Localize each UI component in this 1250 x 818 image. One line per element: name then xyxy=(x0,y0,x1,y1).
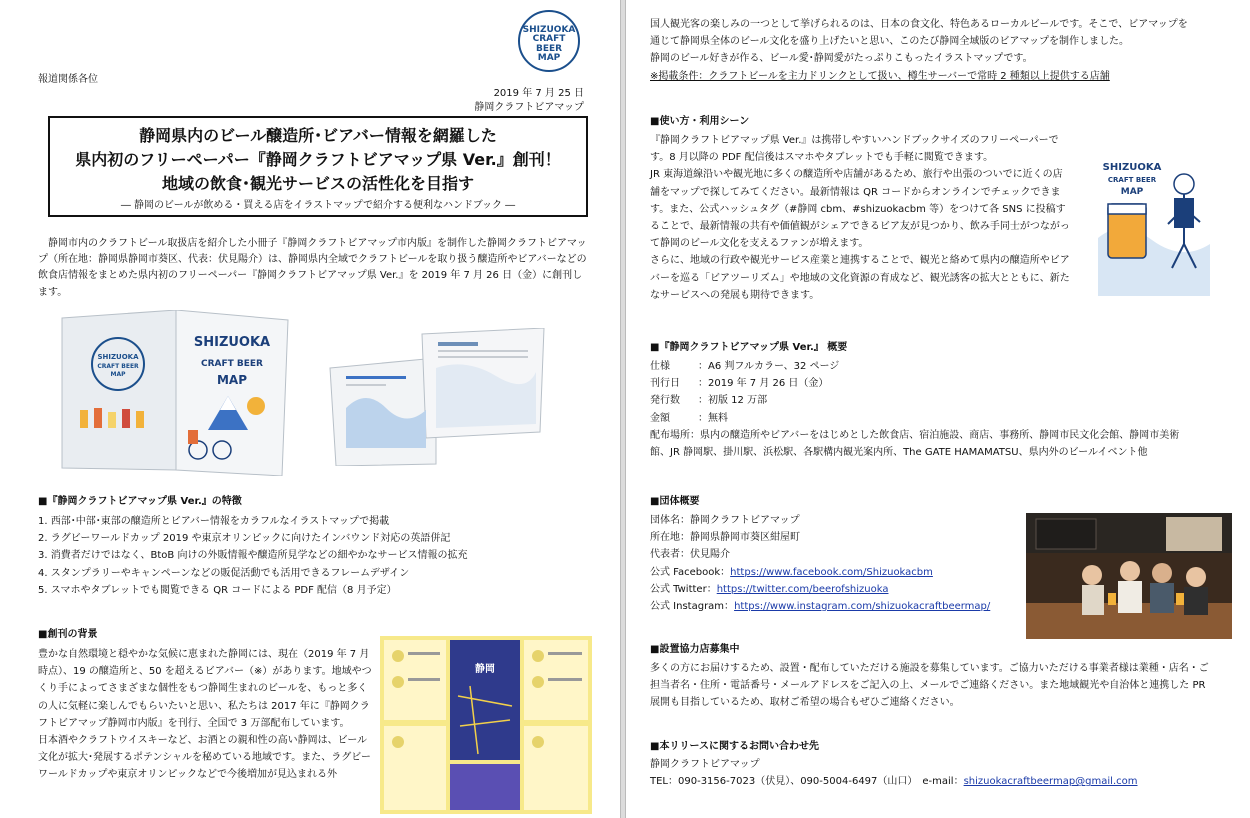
organization-heading: ■団体概要 xyxy=(650,496,700,507)
feature-item: 1. 西部･中部･東部の醸造所とビアバー情報をカラフルなイラストマップで掲載 xyxy=(38,516,390,527)
usage-paragraph-2: JR 東海道線沿いや観光地に多くの醸造所や店舗があるため、旅行や出張のついでに近くの店舗をマップで探してみてください。最新情報は QR コードからオンラインでチェックできます。また、公式ハッシュタグ（#静岡 cbm、#shizuokacbm 等）をつけて各 SNS に投稿することで、最新情報の共有や価値観がシェアできるビア友が見つかり、飲み手同士がつながって静岡のビール文化を支えるファンが増えます。 xyxy=(650,169,1070,250)
spec-row xyxy=(650,358,1190,375)
spec-row xyxy=(650,410,1190,427)
org-name: 団体名：静岡クラフトビアマップ xyxy=(650,515,800,526)
logo-text-line2: CRAFT BEER xyxy=(532,34,566,54)
twitter-label: 公式 Twitter： xyxy=(650,583,717,595)
contact-email-link[interactable]: shizuokacraftbeermap@gmail.com xyxy=(963,776,1138,788)
brochure-title-line2: CRAFT BEER xyxy=(200,359,264,369)
background-paragraph-2: 日本酒やクラフトウイスキーなど、お酒との親和性の高い静岡は、ビール文化が拡大･発展するポテンシャルを秘めている地域です。また、ラグビーワールドカップや東京オリンピックなどで今後増加が見込まれる外 xyxy=(38,734,371,781)
instagram-row xyxy=(650,598,1022,615)
map-pages-image xyxy=(380,636,592,814)
feature-item: 2. ラグビーワールドカップ 2019 や東京オリンピックに向けたインバウンド対応の英語併記 xyxy=(38,533,451,545)
organization-info xyxy=(650,512,1022,615)
headline-subtitle: ― 静岡のビールが飲める・買える店をイラストマップで紹介する便利なハンドブック ― xyxy=(120,200,516,211)
spec-row xyxy=(650,392,1190,409)
feature-item: 3. 消費者だけではなく、BtoB 向けの外販情報や醸造所見学などの細やかなサービス情報の拡充 xyxy=(38,550,468,562)
brochure-logo-line3: MAP xyxy=(110,371,126,378)
facebook-link[interactable]: https://www.facebook.com/Shizuokacbm xyxy=(730,566,933,578)
brochure-cover-image xyxy=(58,310,292,476)
continued-paragraph-1: 国人観光客の楽しみの一つとして挙げられるのは、日本の食文化、特色あるローカルビールです。そこで、ビアマップを通じて静岡県全体のビール文化を盛り上げたいと思い、このたび静岡全域版のビアマップを制作しました。 xyxy=(650,19,1188,48)
logo-text-line1: SHIZUOKA xyxy=(522,25,576,35)
illust-title-line3: MAP xyxy=(1120,187,1144,197)
contact-phone: TEL：090-3156-7023（伏見）、090-5004-6497（山口） e-mail： xyxy=(650,776,964,788)
facebook-row xyxy=(650,564,1022,581)
recruit-text: 多くの方にお届けするため、設置・配布していただける施設を募集しています。ご協力いただける事業者様は業種・店名・ご担当者名・住所・電話番号・メールアドレスをご記入の上、メールでご連絡ください。また地域観光や自治体と連携した PR 展開も目指しているため、取材ご希望の場合もぜひご連絡ください。 xyxy=(650,663,1209,709)
logo-text-line3: MAP xyxy=(537,53,561,64)
beer-map-illustration xyxy=(1092,148,1216,300)
contact-line xyxy=(650,773,1210,790)
usage-paragraph-3: さらに、地域の行政や観光サービス産業と連携することで、観光と絡めて県内の醸造所やビアバーを巡る「ビアツーリズム」や地域の文化資源の育成など、観光誘客の拡大とともに、新たなサービスへの発展も期待できます。 xyxy=(650,255,1070,301)
brochure-spread-image xyxy=(326,328,548,466)
brochure-logo-line1: SHIZUOKA xyxy=(97,353,139,361)
brochure-logo-line2: CRAFT BEER xyxy=(97,363,139,370)
release-date: 2019 年 7 月 25 日 xyxy=(493,88,584,99)
feature-item: 5. スマホやタブレットでも閲覧できる QR コードによる PDF 配信（8 月予定） xyxy=(38,584,397,596)
headline-line-2: 県内初のフリーペーパー『静岡クラフトビアマップ県 Ver.』創刊！ xyxy=(75,150,561,169)
press-release-page-1 xyxy=(0,0,620,818)
overview-heading: ■『静岡クラフトビアマップ県 Ver.』 概要 xyxy=(650,342,848,353)
listing-condition-note: ※掲載条件：クラフトビールを主力ドリンクとして扱い、樽生サーバーで常時 2 種類以上提供する店舗 xyxy=(650,70,1110,82)
facebook-label: 公式 Facebook： xyxy=(650,566,731,578)
org-location: 所在地：静岡県静岡市葵区紺屋町 xyxy=(650,532,800,544)
twitter-row xyxy=(650,581,1022,598)
issuing-organization: 静岡クラフトビアマップ xyxy=(474,102,584,113)
spec-label: 刊行日 xyxy=(650,378,680,390)
spec-row xyxy=(650,375,1190,392)
recruit-heading: ■設置協力店募集中 xyxy=(650,644,740,655)
features-list xyxy=(38,513,598,599)
background-heading: ■創刊の背景 xyxy=(38,629,98,640)
spec-value: ：無料 xyxy=(698,412,728,424)
spec-value: ：初版 12 万部 xyxy=(698,395,768,407)
org-representative: 代表者：伏見陽介 xyxy=(650,549,730,561)
distribution-locations: 配布場所：県内の醸造所やビアバーをはじめとした飲食店、宿泊施設、商店、事務所、静岡市民文化会館、静岡市美術館、JR 静岡駅、掛川駅、浜松駅、各駅構内観光案内所、The GATE HAMAMATSU、県内外のビールイベント他 xyxy=(650,429,1180,458)
illust-title-line1: SHIZUOKA xyxy=(1102,162,1162,173)
spec-value: ：2019 年 7 月 26 日（金） xyxy=(698,378,829,390)
headline-box xyxy=(48,116,588,217)
shizuoka-craft-beer-logo xyxy=(518,10,580,72)
headline-line-3: 地域の飲食･観光サービスの活性化を目指す xyxy=(161,174,474,193)
team-photo xyxy=(1026,513,1232,639)
usage-heading: ■使い方・利用シーン xyxy=(650,116,750,127)
brochure-title-line3: MAP xyxy=(216,373,248,387)
spec-label: 金額 xyxy=(650,412,670,424)
background-text xyxy=(38,646,374,784)
contact-info xyxy=(650,756,1210,790)
usage-text xyxy=(650,132,1070,304)
addressee: 報道関係各位 xyxy=(38,74,98,85)
twitter-link[interactable]: https://twitter.com/beerofshizuoka xyxy=(716,583,889,595)
usage-paragraph-1: 『静岡クラフトビアマップ県 Ver.』は携帯しやすいハンドブックサイズのフリーペーパーです。8 月以降の PDF 配信後はスマホやタブレットでも手軽に閲覧できます。 xyxy=(650,135,1059,164)
spec-value: ：A6 判フルカラー、32 ページ xyxy=(698,361,840,372)
contact-organization: 静岡クラフトビアマップ xyxy=(650,759,760,770)
feature-item: 4. スタンプラリーやキャンペーンなどの販促活動でも活用できるフレームデザイン xyxy=(38,567,410,579)
brochure-title-line1: SHIZUOKA xyxy=(193,335,271,350)
contact-heading: ■本リリースに関するお問い合わせ先 xyxy=(650,741,819,752)
background-paragraph-1: 豊かな自然環境と穏やかな気候に恵まれた静岡には、現在（2019 年 7 月時点）、19 の醸造所と、50 を超えるビアバー（※）があります。地域やつくり手によってさまざまな個性をもつ静岡生まれのビールを、もっと多くの人に気軽に楽しんでもらいたいと思い、私たちは 2017 年に『静岡クラフトビアマップ静岡市内版』を刊行、全国で 3 万部配布しています。 xyxy=(38,649,372,729)
headline-line-1: 静岡県内のビール醸造所･ビアバー情報を網羅した xyxy=(139,126,497,145)
spec-label: 仕様 xyxy=(650,361,670,372)
instagram-link[interactable]: https://www.instagram.com/shizuokacraftbeermap/ xyxy=(734,600,991,612)
features-heading: ■『静岡クラフトビアマップ県 Ver.』の特徴 xyxy=(38,496,242,507)
spec-label: 発行数 xyxy=(650,395,680,407)
intro-paragraph: 静岡市内のクラフトビール取扱店を紹介した小冊子『静岡クラフトビアマップ市内版』を制作した静岡クラフトビアマップ（所在地：静岡県静岡市葵区、代表：伏見陽介）は、静岡県内全域でクラフトビールを取り扱う醸造所やビアバーなどの飲食店情報をまとめた県内初のフリーペーパー『静岡クラフトビアマップ県 Ver.』を 2019 年 7 月 26 日（金）に創刊します。 xyxy=(38,238,587,298)
continued-text xyxy=(650,16,1190,85)
overview-specs xyxy=(650,358,1190,461)
svg-text:静岡: 静岡 xyxy=(475,664,495,675)
illust-title-line2: CRAFT BEER xyxy=(1107,176,1157,184)
continued-paragraph-2: 静岡のビール好きが作る、ビール愛･静岡愛がたっぷりこもったイラストマップです。 xyxy=(650,53,1033,65)
instagram-label: 公式 Instagram： xyxy=(650,600,735,612)
